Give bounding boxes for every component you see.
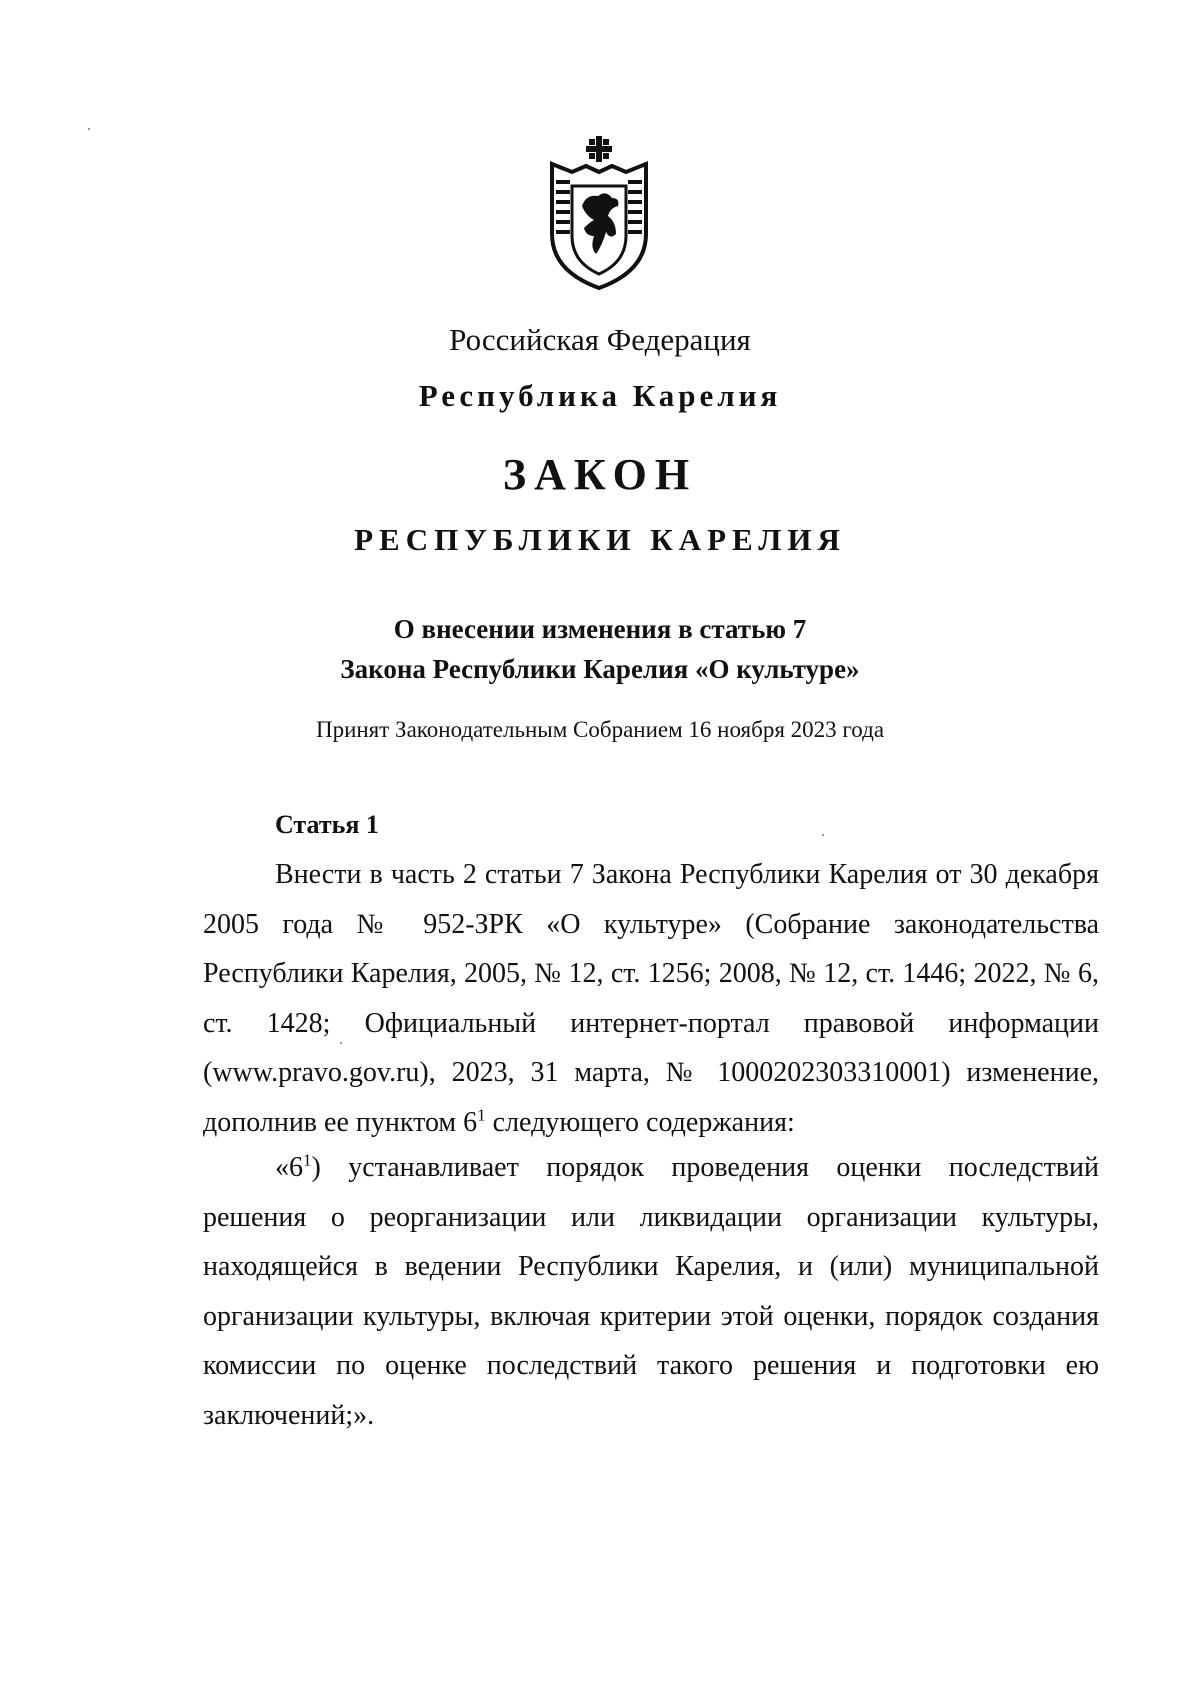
paragraph-1-tail: следующего содержания: — [485, 1106, 795, 1138]
scan-speck — [822, 834, 824, 836]
adoption-note: Принят Законодательным Собранием 16 ноября 2023 года — [315, 717, 885, 742]
law-title — [0, 609, 1200, 689]
country-name: Российская Федерация — [449, 322, 751, 357]
paragraph-2-text: ) устанавливает порядок проведения оценки последствий решения о реорганизации или ликвидации организации культуры, находящейся в ведении Республики Карелия, и (или) муниципальной организации культуры, включая критерии этой оценки, порядок создания комиссии по оценке последствий такого решения и подготовки ею заключений;». — [203, 1152, 1099, 1431]
paragraph-1-text: Внести в часть 2 статьи 7 Закона Республики Карелия от 30 декабря 2005 года № 952-ЗРК «О культуре» (Собрание законодательства Республики Карелия, 2005, № 12, ст. 1256; 2008, № 12, ст. 1446; 2022, № 6, ст. 1428; Официальный интернет-портал правовой информации (www.pravo.gov.ru), 2023, 31 марта, № 1000202303310001) изменение, дополнив ее пунктом 6 — [203, 859, 1099, 1138]
article-heading: Статья 1 — [275, 810, 379, 839]
law-title-line-2: Закона Республики Карелия «О культуре» — [340, 654, 860, 684]
scan-speck — [88, 128, 90, 130]
superscript: 1 — [477, 1105, 486, 1125]
superscript: 1 — [303, 1150, 312, 1170]
paragraph-2-open: «6 — [275, 1152, 303, 1183]
law-title-line-1: О внесении изменения в статью 7 — [393, 614, 807, 644]
article-paragraph-2 — [203, 1143, 1099, 1440]
republic-name: Республика Карелия — [418, 378, 782, 413]
document-type-sub: РЕСПУБЛИКИ КАРЕЛИЯ — [354, 522, 846, 557]
scan-speck — [340, 1042, 342, 1044]
document-type: ЗАКОН — [502, 450, 698, 499]
karelia-coat-of-arms-icon — [546, 136, 652, 290]
article-paragraph-1 — [203, 850, 1099, 1147]
